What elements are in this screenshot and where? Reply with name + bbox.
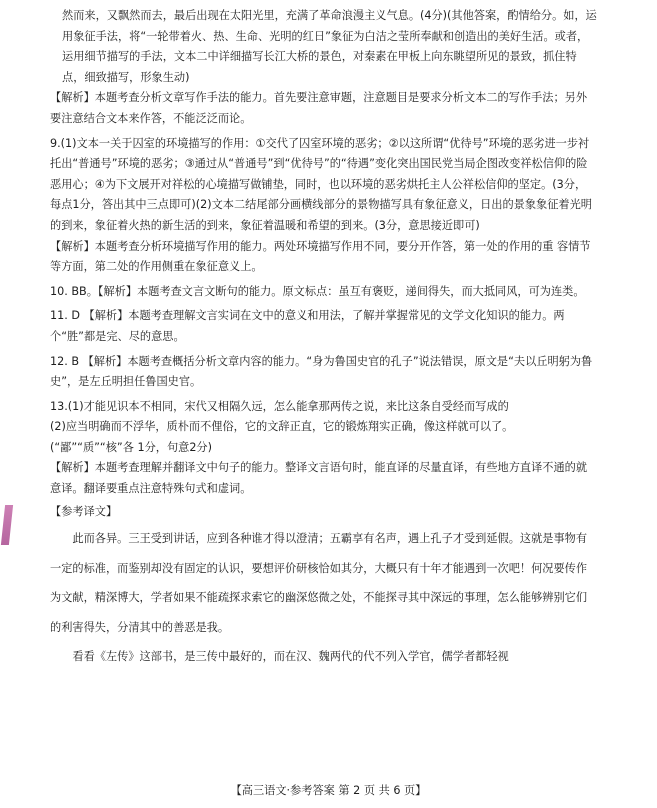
q9-analysis: 【解析】本题考查分析环境描写作用的能力。两处环境描写作用不同，要分开作答，第一处的作用的重 容情节等方面，第二处的作用侧重在象征意义上。 [50,239,591,274]
q8-analysis: 【解析】本题考查分析文章写作手法的能力。首先要注意审题，注意题目是要求分析文本二的写作手法；另外要注意结合文本来作答，不能泛泛而论。 [50,91,588,125]
q12-answer: 12. B 【解析】本题考查概括分析文章内容的能力。“身为鲁国史官的孔子”说法错误，原文是“夫以丘明躬为鲁史”，是左丘明担任鲁国史官。 [50,354,593,389]
translation-paragraph: 此而各异。三王受到讲话，应到各种谁才得以澄清；五霸享有名声，遇上孔子才受到延假。这就是事物有一定的标准，而鉴别却没有固定的认识，要想评价研核恰如其分，大概只有十年才能遇到一次吧！何况要传作为文献，精深博大，学者如果不能疏探求索它的幽深悠微之处，不能探寻其中深远的事理，怎么能够辨别它们的利害得失，分清其中的善恶是我。 [50,532,588,634]
margin-mark [1,505,13,545]
q10-answer: 10. BB。【解析】本题考查文言文断句的能力。原文标点：虽互有褒贬，递间得失，而大抵同风，可为连类。 [50,284,585,298]
q13-scoring: (“鄙”“质”“核”各 1分，句意2分) [50,440,212,454]
q13-analysis: 【解析】本题考查理解并翻译文中句子的能力。整译文言语句时，能直译的尽量直译，有些地方直译不通的就意译。翻译要重点注意特殊句式和虚词。 [50,461,588,496]
q13-answer-1: 13.(1)才能见识本不相同，宋代又相隔久远，怎么能拿那两传之说，来比这条自受经而写成的 [50,399,509,413]
translation-paragraph: 看看《左传》这部书，是三传中最好的，而在汉、魏两代的代不列入学官，儒学者都轻视 [72,650,509,664]
q11-answer: 11. D 【解析】本题考查理解文言实词在文中的意义和用法，了解并掌握常见的文学文化知识的能力。两个“胜”都是完、尽的意思。 [50,309,565,343]
q9-answer: 9.(1)文本一关于囚室的环境描写的作用：①交代了囚室环境的恶劣；②以这所谓“优待号”环境的恶劣进一步衬托出“普通号”环境的恶劣；③通过从“普通号”到“优待号”的“待遇”变化突出国民党当局企图改变祥松信仰的险恶用心；④为下文展开对祥松的心境描写做铺垫，同时，也以环境的恶劣烘托主人公祥松信仰的坚定。(3分，每点1分，答出其中三点即可)(2)文本二结尾部分画横线部分的景物描写具有象征意义，日出的景象象征着光明的到来，象征着火热的新生活的到来，象征着温暖和希望的到来。(3分，意思接近即可) [50,136,592,232]
translation-heading: 【参考译文】 [50,504,118,518]
q8-answer-continuation: 然而来，又飘然而去，最后出现在太阳光里，充满了革命浪漫主义气息。(4分)(其他答案，酌情给分。如，运用象征手法，将“一轮带着火、热、生命、光明的红日”象征为白洁之莹所奉献和创造出的美好生活。或者，运用细节描写的手法，文本二中详细描写长江大桥的景色，对秦素在甲板上向东眺望所见的景致，抓住特点，细致描写，形象生动) [62,9,597,84]
q13-answer-2: (2)应当明确而不浮华，质朴而不俚俗，它的文辞正直，它的锻炼翔实正确，像这样就可以了。 [50,420,514,434]
page-footer: 【高三语文·参考答案 第 2 页 共 6 页】 [230,784,427,798]
